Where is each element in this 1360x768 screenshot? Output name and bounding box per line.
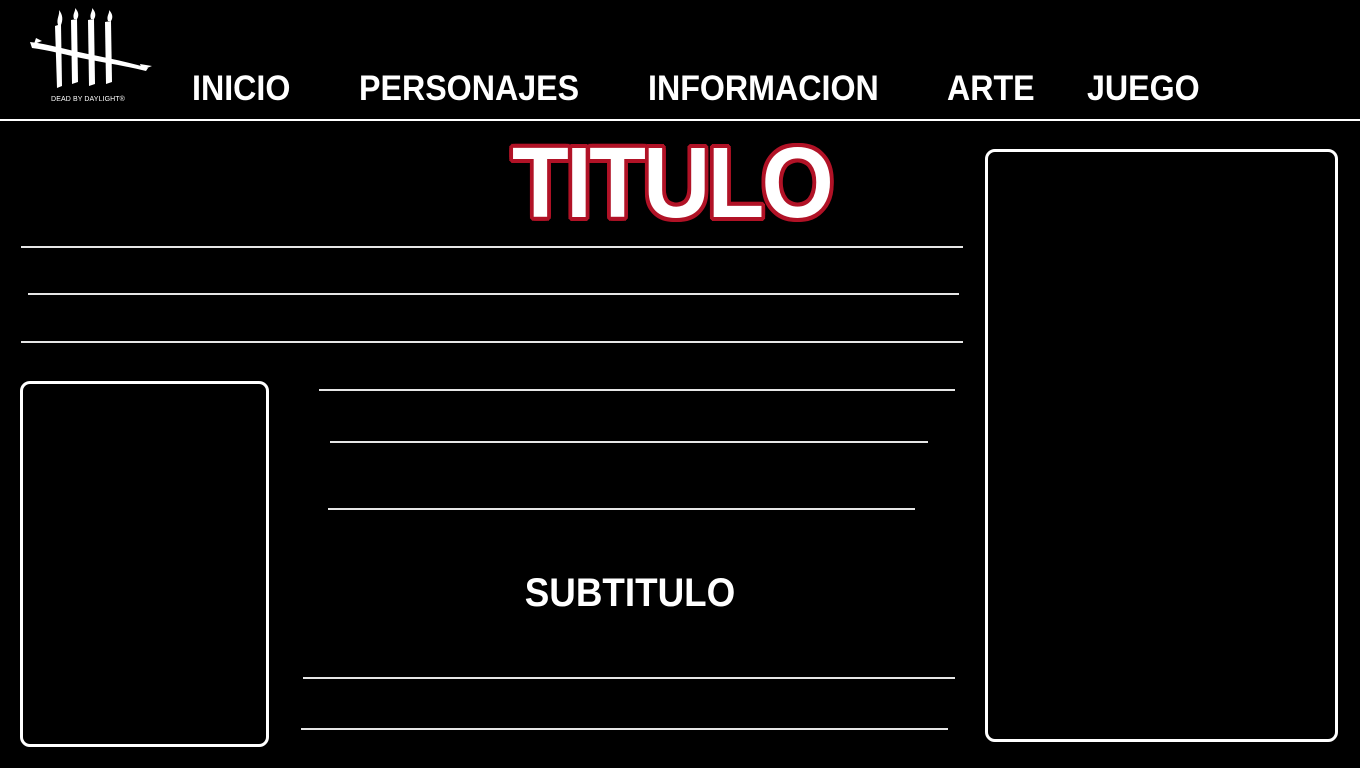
text-placeholder-line <box>28 293 959 295</box>
page-title: TITULO <box>512 127 832 239</box>
text-placeholder-line <box>319 389 955 391</box>
text-placeholder-line <box>330 441 928 443</box>
text-placeholder-line <box>21 246 963 248</box>
brand-logo[interactable] <box>28 8 152 108</box>
left-image-placeholder <box>20 381 269 747</box>
text-placeholder-line <box>328 508 915 510</box>
text-placeholder-line <box>301 728 948 730</box>
logo-caption: DEAD BY DAYLIGHT® <box>51 96 125 103</box>
header-divider <box>0 119 1360 121</box>
nav-item-arte[interactable]: ARTE <box>947 69 1035 108</box>
nav-item-informacion[interactable]: INFORMACION <box>648 69 879 108</box>
nav-item-personajes[interactable]: PERSONAJES <box>359 69 580 108</box>
nav-item-juego[interactable]: JUEGO <box>1087 69 1200 108</box>
nav-item-inicio[interactable]: INICIO <box>192 69 291 108</box>
text-placeholder-line <box>303 677 955 679</box>
text-placeholder-line <box>21 341 963 343</box>
section-subtitle: SUBTITULO <box>524 571 736 615</box>
right-image-placeholder <box>985 149 1338 742</box>
dead-by-daylight-logo-icon <box>28 8 152 90</box>
